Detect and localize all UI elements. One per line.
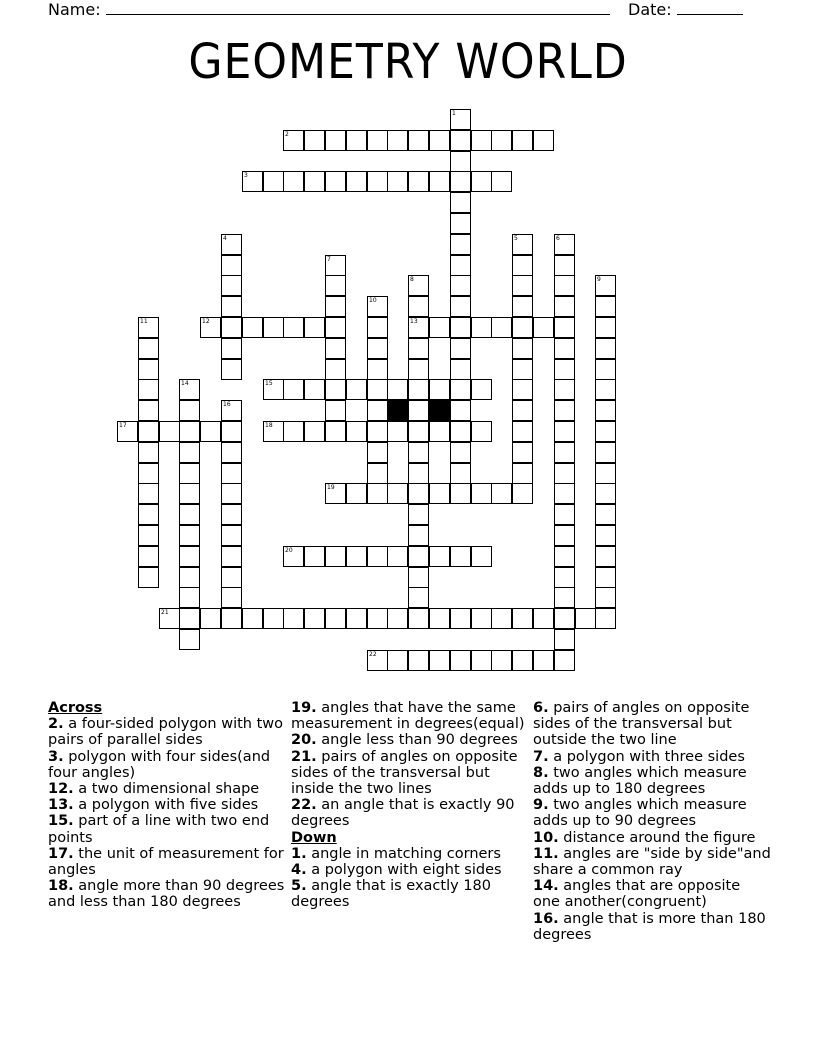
clue-across-19: 19. angles that have the same measurement in degrees(equal) <box>291 700 525 733</box>
crossword-cell[interactable] <box>138 567 159 588</box>
crossword-cell[interactable] <box>263 379 284 400</box>
crossword-cell[interactable] <box>221 504 242 525</box>
crossword-cell[interactable] <box>450 400 471 421</box>
crossword-cell[interactable] <box>325 130 346 151</box>
crossword-cell[interactable] <box>367 546 388 567</box>
crossword-cell[interactable] <box>512 296 533 317</box>
crossword-cell[interactable] <box>533 317 554 338</box>
clue-number: 20 <box>285 547 293 554</box>
crossword-cell[interactable] <box>595 587 616 608</box>
crossword-cell[interactable] <box>221 255 242 276</box>
crossword-cell[interactable] <box>179 504 200 525</box>
crossword-cell[interactable] <box>221 525 242 546</box>
clue-number: 5 <box>514 235 518 242</box>
crossword-cell[interactable] <box>138 525 159 546</box>
crossword-cell[interactable] <box>595 483 616 504</box>
crossword-cell[interactable] <box>450 213 471 234</box>
crossword-cell[interactable] <box>554 442 575 463</box>
crossword-cell[interactable] <box>138 317 159 338</box>
crossword-cell[interactable] <box>450 234 471 255</box>
clue-across-18: 18. angle more than 90 degrees and less than 180 degrees <box>48 878 285 911</box>
crossword-cell[interactable] <box>408 483 429 504</box>
crossword-cell[interactable] <box>242 317 263 338</box>
crossword-cell[interactable] <box>387 608 408 629</box>
crossword-cell[interactable] <box>367 130 388 151</box>
crossword-cell[interactable] <box>367 650 388 671</box>
crossword-cell[interactable] <box>179 483 200 504</box>
crossword-cell[interactable] <box>554 359 575 380</box>
clue-number: 3 <box>244 172 248 179</box>
crossword-cell[interactable] <box>179 546 200 567</box>
crossword-cell[interactable] <box>450 275 471 296</box>
crossword-cell[interactable] <box>408 442 429 463</box>
page-title: GEOMETRY WORLD <box>188 34 628 90</box>
clue-down-4: 4. a polygon with eight sides <box>291 862 502 879</box>
crossword-cell[interactable] <box>554 608 575 629</box>
crossword-cell[interactable] <box>471 483 492 504</box>
crossword-cell[interactable] <box>138 483 159 504</box>
crossword-cell[interactable] <box>283 379 304 400</box>
crossword-cell[interactable] <box>554 525 575 546</box>
clue-number: 14 <box>181 380 189 387</box>
crossword-cell[interactable] <box>408 379 429 400</box>
crossword-cell[interactable] <box>221 317 242 338</box>
crossword-cell[interactable] <box>263 421 284 442</box>
crossword-cell[interactable] <box>138 359 159 380</box>
crossword-cell[interactable] <box>325 296 346 317</box>
crossword-cell[interactable] <box>408 317 429 338</box>
crossword-cell[interactable] <box>512 234 533 255</box>
crossword-cell[interactable] <box>138 463 159 484</box>
crossword-cell[interactable] <box>408 587 429 608</box>
crossword-cell[interactable] <box>471 608 492 629</box>
crossword-cell[interactable] <box>595 421 616 442</box>
crossword-cell[interactable] <box>429 650 450 671</box>
crossword-cell[interactable] <box>450 151 471 172</box>
clue-down-6: 6. pairs of angles on opposite sides of the transversal but outside the two line <box>533 700 750 749</box>
crossword-cell[interactable] <box>408 525 429 546</box>
crossword-cell[interactable] <box>138 338 159 359</box>
clue-down-5: 5. angle that is exactly 180 degrees <box>291 878 491 911</box>
crossword-cell[interactable] <box>138 421 159 442</box>
crossword-cell[interactable] <box>595 546 616 567</box>
crossword-cell[interactable] <box>450 546 471 567</box>
crossword-cell[interactable] <box>450 317 471 338</box>
crossword-cell[interactable] <box>408 504 429 525</box>
clue-number: 4 <box>223 235 227 242</box>
clue-number: 18 <box>265 422 273 429</box>
crossword-cell[interactable] <box>304 317 325 338</box>
crossword-cell[interactable] <box>263 317 284 338</box>
clue-column-1 <box>48 700 286 911</box>
crossword-cell[interactable] <box>491 171 512 192</box>
crossword-cell[interactable] <box>450 171 471 192</box>
crossword-cell[interactable] <box>304 421 325 442</box>
crossword-cell[interactable] <box>429 421 450 442</box>
crossword-cell[interactable] <box>408 171 429 192</box>
crossword-cell[interactable] <box>450 192 471 213</box>
clue-across-15: 15. part of a line with two end points <box>48 813 270 846</box>
crossword-cell[interactable] <box>491 608 512 629</box>
clue-across-20: 20. angle less than 90 degrees <box>291 732 518 749</box>
clue-number: 16 <box>223 401 231 408</box>
clue-down-8: 8. two angles which measure adds up to 180 degrees <box>533 764 747 798</box>
crossword-cell[interactable] <box>283 171 304 192</box>
crossword-cell[interactable] <box>387 379 408 400</box>
crossword-cell[interactable] <box>367 171 388 192</box>
crossword-cell[interactable] <box>533 650 554 671</box>
crossword-cell[interactable] <box>221 463 242 484</box>
crossword-cell[interactable] <box>595 400 616 421</box>
clue-number: 19 <box>327 484 335 491</box>
crossword-cell[interactable] <box>325 255 346 276</box>
crossword-cell[interactable] <box>429 171 450 192</box>
crossword-cell[interactable] <box>512 379 533 400</box>
crossword-cell[interactable] <box>595 525 616 546</box>
clue-number: 2 <box>285 131 289 138</box>
clue-number: 1 <box>452 110 456 117</box>
crossword-cell[interactable] <box>450 379 471 400</box>
crossword-cell[interactable] <box>179 608 200 629</box>
crossword-cell[interactable] <box>429 546 450 567</box>
crossword-cell[interactable] <box>595 379 616 400</box>
crossword-black-square <box>429 400 450 421</box>
crossword-cell[interactable] <box>367 442 388 463</box>
crossword-cell[interactable] <box>346 130 367 151</box>
crossword-cell[interactable] <box>408 463 429 484</box>
crossword-cell[interactable] <box>595 359 616 380</box>
crossword-cell[interactable] <box>304 379 325 400</box>
crossword-cell[interactable] <box>159 421 180 442</box>
crossword-cell[interactable] <box>491 483 512 504</box>
crossword-cell[interactable] <box>325 421 346 442</box>
crossword-cell[interactable] <box>283 317 304 338</box>
crossword-cell[interactable] <box>554 567 575 588</box>
crossword-cell[interactable] <box>325 483 346 504</box>
crossword-cell[interactable] <box>325 359 346 380</box>
crossword-cell[interactable] <box>138 546 159 567</box>
crossword-cell[interactable] <box>283 608 304 629</box>
crossword-cell[interactable] <box>450 359 471 380</box>
crossword-cell[interactable] <box>408 338 429 359</box>
crossword-cell[interactable] <box>263 608 284 629</box>
crossword-cell[interactable] <box>554 587 575 608</box>
crossword-cell[interactable] <box>367 421 388 442</box>
crossword-cell[interactable] <box>471 171 492 192</box>
clue-number: 7 <box>327 256 331 263</box>
crossword-cell[interactable] <box>595 296 616 317</box>
crossword-cell[interactable] <box>554 400 575 421</box>
crossword-cell[interactable] <box>304 130 325 151</box>
clue-down-16: 16. angle that is more than 180 degrees <box>533 910 766 943</box>
crossword-cell[interactable] <box>221 608 242 629</box>
crossword-cell[interactable] <box>325 171 346 192</box>
crossword-cell[interactable] <box>221 338 242 359</box>
crossword-cell[interactable] <box>554 275 575 296</box>
crossword-cell[interactable] <box>450 130 471 151</box>
crossword-cell[interactable] <box>471 546 492 567</box>
crossword-cell[interactable] <box>387 483 408 504</box>
crossword-cell[interactable] <box>221 546 242 567</box>
crossword-cell[interactable] <box>159 608 180 629</box>
clue-across-13: 13. a polygon with five sides <box>48 797 259 814</box>
crossword-cell[interactable] <box>221 234 242 255</box>
clue-down-1: 1. angle in matching corners <box>291 845 501 862</box>
crossword-cell[interactable] <box>512 442 533 463</box>
clue-number: 11 <box>140 318 148 325</box>
crossword-cell[interactable] <box>429 608 450 629</box>
crossword-cell[interactable] <box>200 317 221 338</box>
crossword-cell[interactable] <box>387 546 408 567</box>
crossword-cell[interactable] <box>450 608 471 629</box>
crossword-cell[interactable] <box>471 379 492 400</box>
date-label: Date: <box>628 0 672 19</box>
clue-down-10: 10. distance around the figure <box>533 829 756 846</box>
crossword-cell[interactable] <box>200 608 221 629</box>
crossword-cell[interactable] <box>242 171 263 192</box>
crossword-cell[interactable] <box>450 463 471 484</box>
crossword-cell[interactable] <box>491 650 512 671</box>
crossword-cell[interactable] <box>408 567 429 588</box>
crossword-cell[interactable] <box>221 421 242 442</box>
crossword-cell[interactable] <box>304 171 325 192</box>
crossword-cell[interactable] <box>179 525 200 546</box>
crossword-cell[interactable] <box>512 608 533 629</box>
crossword-cell[interactable] <box>554 504 575 525</box>
crossword-cell[interactable] <box>408 359 429 380</box>
crossword-cell[interactable] <box>221 587 242 608</box>
crossword-cell[interactable] <box>387 130 408 151</box>
crossword-cell[interactable] <box>512 400 533 421</box>
crossword-cell[interactable] <box>367 317 388 338</box>
crossword-cell[interactable] <box>450 483 471 504</box>
crossword-cell[interactable] <box>554 234 575 255</box>
crossword-cell[interactable] <box>429 379 450 400</box>
crossword-cell[interactable] <box>179 463 200 484</box>
crossword-cell[interactable] <box>408 130 429 151</box>
clue-number: 6 <box>556 235 560 242</box>
crossword-cell[interactable] <box>491 130 512 151</box>
crossword-cell[interactable] <box>221 442 242 463</box>
crossword-cell[interactable] <box>471 421 492 442</box>
clue-number: 22 <box>369 651 377 658</box>
clue-down-9: 9. two angles which measure adds up to 90 degrees <box>533 797 747 830</box>
crossword-cell[interactable] <box>554 629 575 650</box>
down-heading: Down <box>291 829 337 846</box>
crossword-cell[interactable] <box>221 296 242 317</box>
crossword-cell[interactable] <box>408 275 429 296</box>
clue-column-2 <box>291 700 529 911</box>
crossword-cell[interactable] <box>554 463 575 484</box>
crossword-cell[interactable] <box>179 442 200 463</box>
crossword-cell[interactable] <box>387 421 408 442</box>
crossword-cell[interactable] <box>283 546 304 567</box>
crossword-cell[interactable] <box>512 463 533 484</box>
crossword-cell[interactable] <box>595 463 616 484</box>
crossword-cell[interactable] <box>450 442 471 463</box>
crossword-cell[interactable] <box>595 608 616 629</box>
clue-down-7: 7. a polygon with three sides <box>533 748 745 765</box>
crossword-cell[interactable] <box>512 338 533 359</box>
crossword-cell[interactable] <box>304 546 325 567</box>
crossword-cell[interactable] <box>179 400 200 421</box>
crossword-cell[interactable] <box>325 400 346 421</box>
crossword-cell[interactable] <box>512 255 533 276</box>
crossword-cell[interactable] <box>367 608 388 629</box>
crossword-cell[interactable] <box>408 608 429 629</box>
crossword-cell[interactable] <box>512 483 533 504</box>
crossword-cell[interactable] <box>325 546 346 567</box>
clue-across-12: 12. a two dimensional shape <box>48 781 260 798</box>
crossword-cell[interactable] <box>221 359 242 380</box>
clue-number: 17 <box>119 422 127 429</box>
crossword-cell[interactable] <box>554 296 575 317</box>
crossword-cell[interactable] <box>221 567 242 588</box>
crossword-cell[interactable] <box>138 504 159 525</box>
crossword-cell[interactable] <box>325 379 346 400</box>
crossword-cell[interactable] <box>408 296 429 317</box>
crossword-cell[interactable] <box>595 442 616 463</box>
crossword-cell[interactable] <box>200 421 221 442</box>
crossword-cell[interactable] <box>450 650 471 671</box>
crossword-cell[interactable] <box>408 400 429 421</box>
crossword-cell[interactable] <box>117 421 138 442</box>
crossword-cell[interactable] <box>408 546 429 567</box>
clue-number: 12 <box>202 318 210 325</box>
clue-across-2: 2. a four-sided polygon with two pairs of parallel sides <box>48 716 284 749</box>
clue-across-21: 21. pairs of angles on opposite sides of the transversal but inside the two lines <box>291 748 518 798</box>
clue-number: 8 <box>410 276 414 283</box>
crossword-cell[interactable] <box>263 171 284 192</box>
crossword-cell[interactable] <box>367 338 388 359</box>
crossword-cell[interactable] <box>346 546 367 567</box>
crossword-cell[interactable] <box>283 421 304 442</box>
crossword-cell[interactable] <box>595 317 616 338</box>
crossword-cell[interactable] <box>138 379 159 400</box>
crossword-cell[interactable] <box>512 130 533 151</box>
crossword-cell[interactable] <box>367 483 388 504</box>
crossword-cell[interactable] <box>450 421 471 442</box>
clue-column-3 <box>533 700 771 943</box>
crossword-cell[interactable] <box>533 130 554 151</box>
crossword-cell[interactable] <box>512 359 533 380</box>
crossword-cell[interactable] <box>179 587 200 608</box>
crossword-cell[interactable] <box>408 650 429 671</box>
clue-number: 15 <box>265 380 273 387</box>
crossword-cell[interactable] <box>387 171 408 192</box>
crossword-cell[interactable] <box>554 379 575 400</box>
crossword-cell[interactable] <box>138 400 159 421</box>
crossword-cell[interactable] <box>471 317 492 338</box>
crossword-cell[interactable] <box>325 338 346 359</box>
crossword-cell[interactable] <box>138 442 159 463</box>
crossword-cell[interactable] <box>450 255 471 276</box>
crossword-cell[interactable] <box>367 400 388 421</box>
crossword-cell[interactable] <box>595 567 616 588</box>
clue-across-17: 17. the unit of measurement for angles <box>48 845 284 879</box>
crossword-cell[interactable] <box>554 338 575 359</box>
crossword-cell[interactable] <box>408 421 429 442</box>
crossword-cell[interactable] <box>387 650 408 671</box>
crossword-cell[interactable] <box>367 296 388 317</box>
clue-across-22: 22. an angle that is exactly 90 degrees <box>291 797 515 830</box>
crossword-cell[interactable] <box>512 650 533 671</box>
crossword-cell[interactable] <box>325 275 346 296</box>
clue-number: 10 <box>369 297 377 304</box>
crossword-cell[interactable] <box>554 483 575 504</box>
crossword-cell[interactable] <box>450 338 471 359</box>
clue-down-14: 14. angles that are opposite one another(congruent) <box>533 878 741 911</box>
clue-number: 13 <box>410 318 418 325</box>
clue-number: 9 <box>597 276 601 283</box>
crossword-cell[interactable] <box>491 317 512 338</box>
crossword-cell[interactable] <box>325 317 346 338</box>
crossword-cell[interactable] <box>346 608 367 629</box>
name-label: Name: <box>48 0 101 19</box>
crossword-cell[interactable] <box>429 317 450 338</box>
crossword-cell[interactable] <box>429 130 450 151</box>
crossword-cell[interactable] <box>554 317 575 338</box>
crossword-cell[interactable] <box>179 379 200 400</box>
crossword-cell[interactable] <box>367 379 388 400</box>
crossword-black-square <box>387 400 408 421</box>
crossword-cell[interactable] <box>471 130 492 151</box>
clue-down-11: 11. angles are "side by side"and share a common ray <box>533 845 771 879</box>
clue-number: 21 <box>161 609 169 616</box>
crossword-cell[interactable] <box>221 400 242 421</box>
crossword-cell[interactable] <box>575 608 596 629</box>
crossword-cell[interactable] <box>533 608 554 629</box>
crossword-cell[interactable] <box>512 421 533 442</box>
crossword-cell[interactable] <box>242 608 263 629</box>
crossword-cell[interactable] <box>512 275 533 296</box>
crossword-cell[interactable] <box>595 504 616 525</box>
crossword-cell[interactable] <box>179 421 200 442</box>
crossword-cell[interactable] <box>429 483 450 504</box>
crossword-cell[interactable] <box>346 379 367 400</box>
crossword-cell[interactable] <box>325 608 346 629</box>
crossword-cell[interactable] <box>221 275 242 296</box>
crossword-cell[interactable] <box>367 463 388 484</box>
crossword-cell[interactable] <box>595 275 616 296</box>
crossword-cell[interactable] <box>221 483 242 504</box>
crossword-cell[interactable] <box>179 567 200 588</box>
crossword-cell[interactable] <box>283 130 304 151</box>
across-heading: Across <box>48 700 103 716</box>
crossword-cell[interactable] <box>450 296 471 317</box>
crossword-cell[interactable] <box>595 338 616 359</box>
crossword-cell[interactable] <box>179 629 200 650</box>
crossword-cell[interactable] <box>346 171 367 192</box>
crossword-cell[interactable] <box>450 109 471 130</box>
crossword-cell[interactable] <box>471 650 492 671</box>
crossword-cell[interactable] <box>346 421 367 442</box>
crossword-cell[interactable] <box>554 421 575 442</box>
crossword-cell[interactable] <box>512 317 533 338</box>
crossword-cell[interactable] <box>554 650 575 671</box>
crossword-cell[interactable] <box>554 546 575 567</box>
crossword-cell[interactable] <box>367 359 388 380</box>
crossword-cell[interactable] <box>554 255 575 276</box>
crossword-cell[interactable] <box>346 483 367 504</box>
crossword-cell[interactable] <box>304 608 325 629</box>
clue-across-3: 3. polygon with four sides(and four angles) <box>48 748 271 781</box>
